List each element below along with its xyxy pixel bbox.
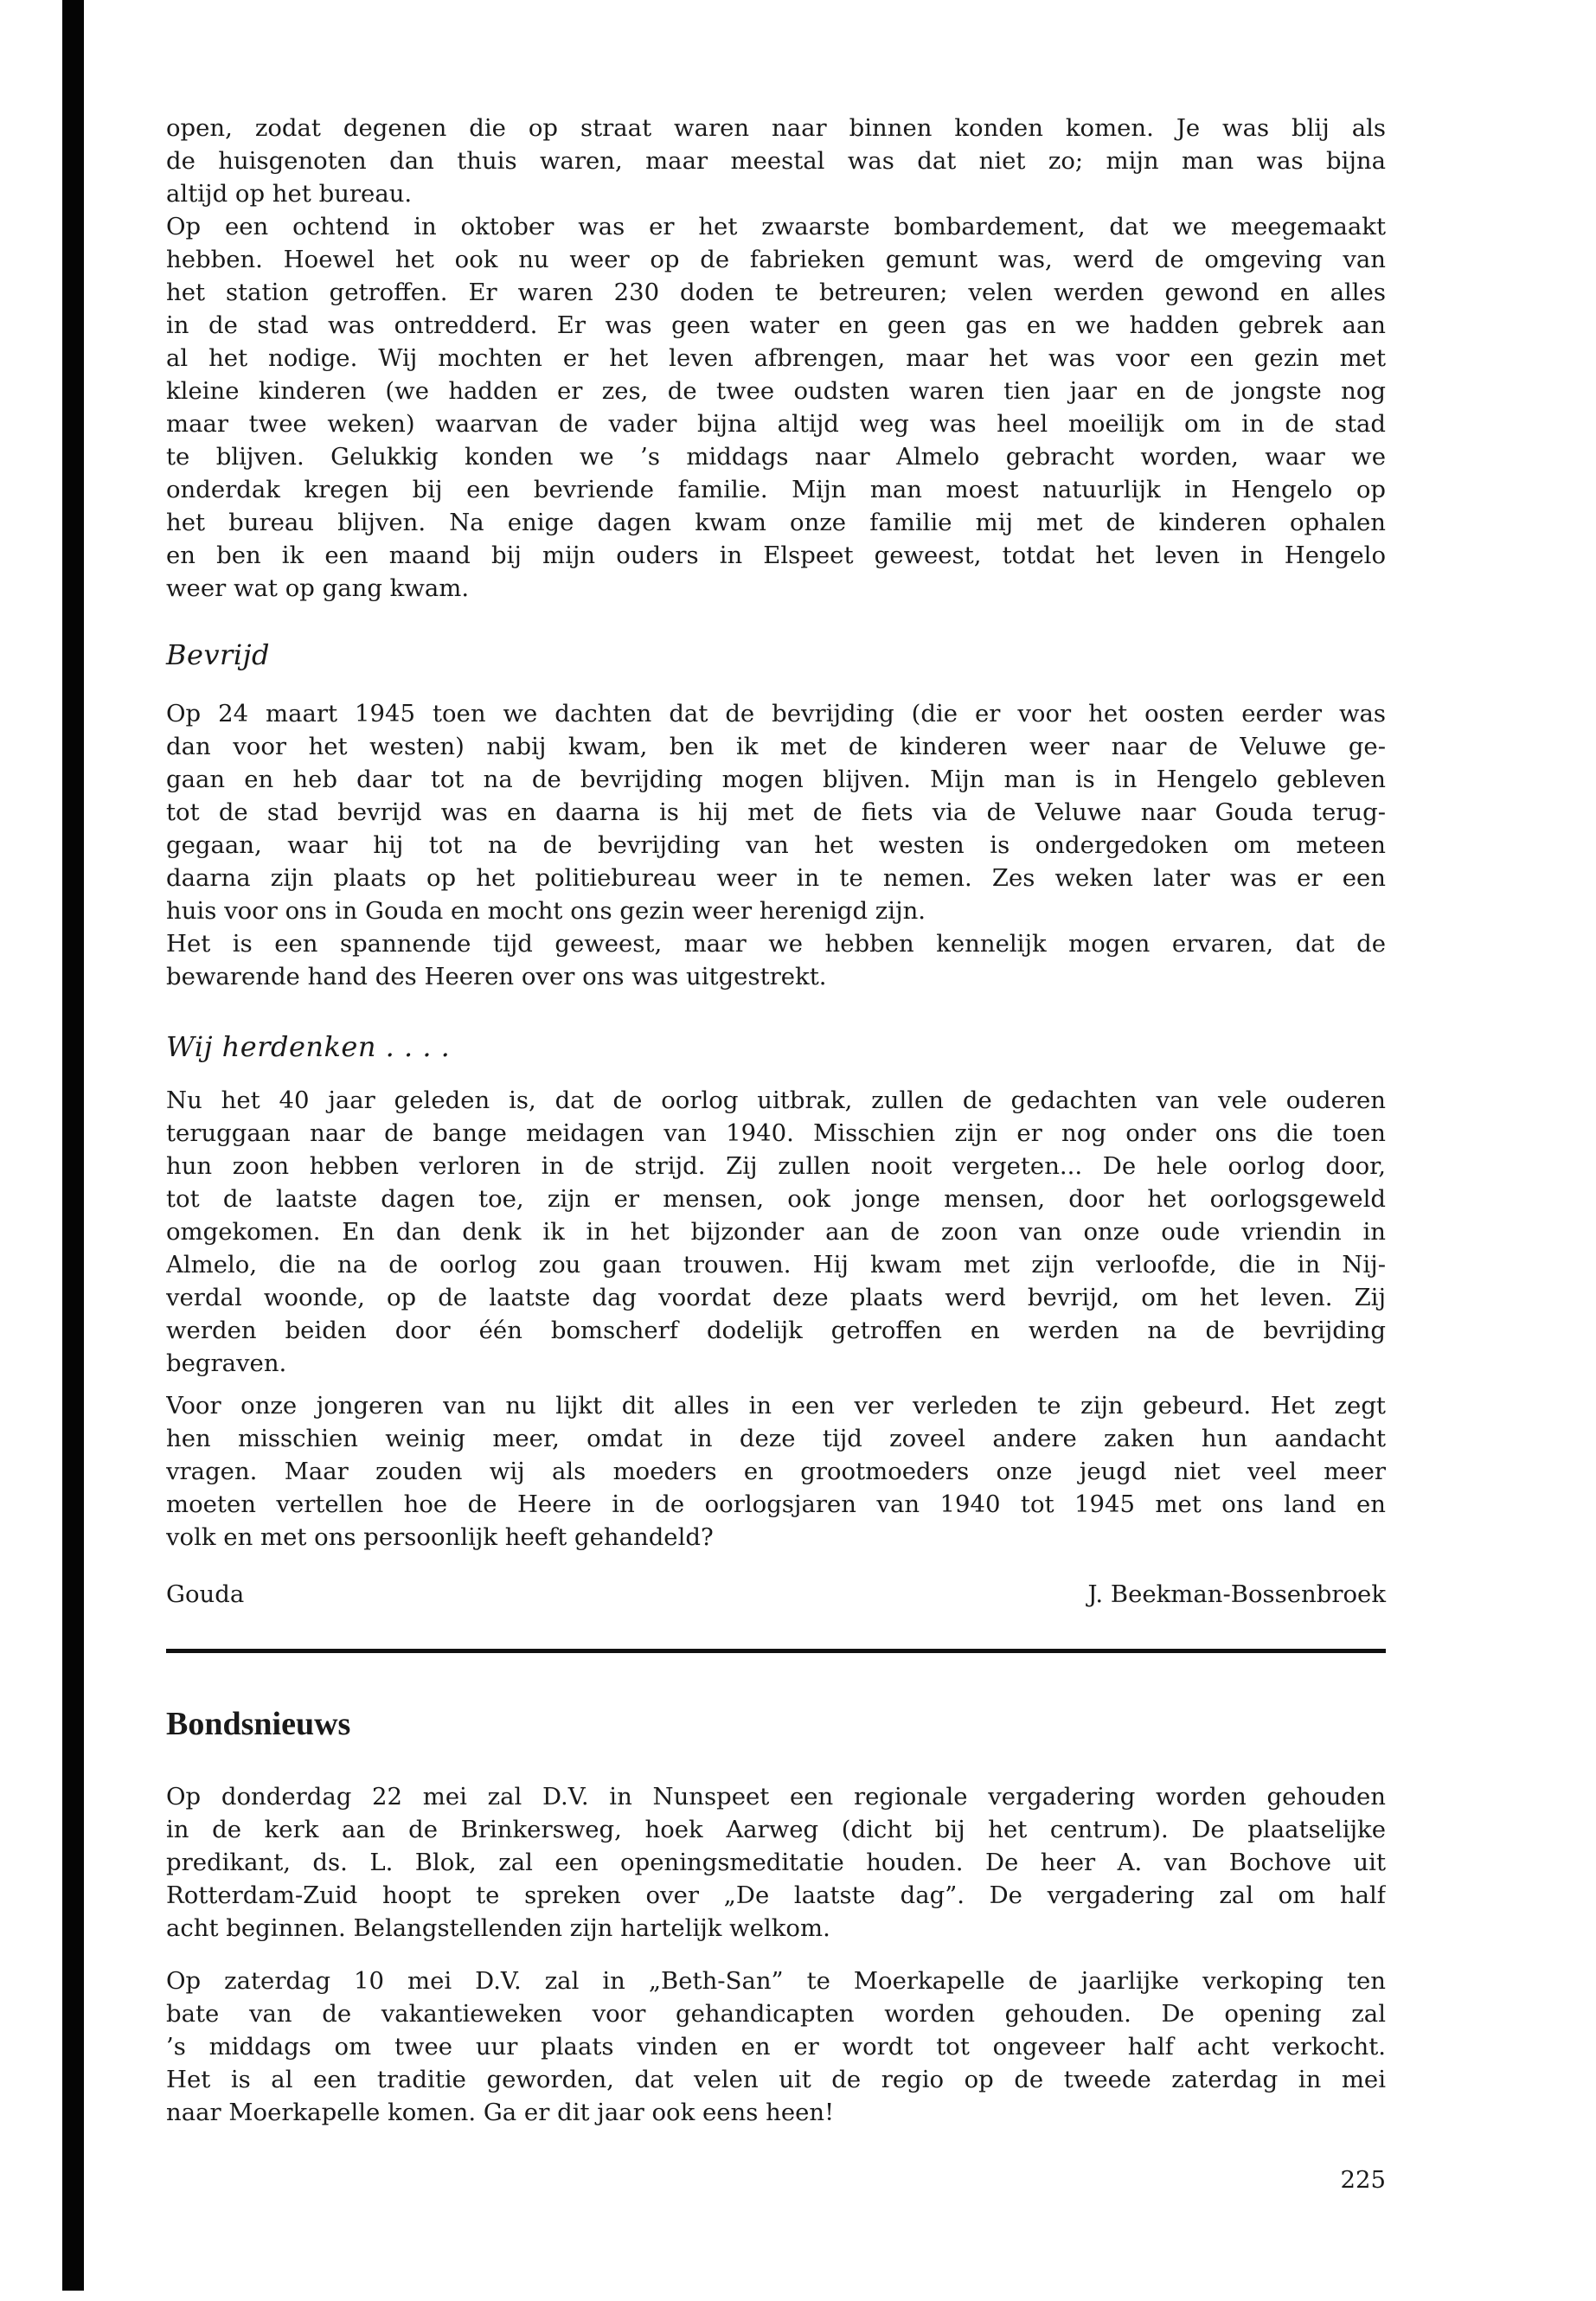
- text-line: Het is al een traditie geworden, dat velen uit de regio op de tweede zaterdag in mei: [166, 2066, 1386, 2093]
- text-line: in de stad was ontredderd. Er was geen water en geen gas en we hadden gebrek aan: [166, 311, 1386, 339]
- text-line: hebben. Hoewel het ook nu weer op de fabrieken gemunt was, werd de omgeving van: [166, 246, 1386, 273]
- text-line: bate van de vakantieweken voor gehandicapten worden gehouden. De opening zal: [166, 2000, 1386, 2028]
- paragraph-bevrijd: [166, 697, 1386, 993]
- text-line: te blijven. Gelukkig konden we ’s middags naar Almelo gebracht worden, waar we: [166, 443, 1386, 471]
- text-line: predikant, ds. L. Blok, zal een openingsmeditatie houden. De heer A. van Bochove uit: [166, 1849, 1386, 1876]
- signature-author: J. Beekman-Bossenbroek: [1087, 1580, 1386, 1608]
- text-line: werden beiden door één bomscherf dodelijk getroffen en werden na de bevrijding: [166, 1317, 1386, 1344]
- page-number: 225: [1340, 2166, 1386, 2194]
- text-line: Het is een spannende tijd geweest, maar we hebben kennelijk mogen ervaren, dat de: [166, 930, 1386, 958]
- text-line: het bureau blijven. Na enige dagen kwam onze familie mij met de kinderen ophalen: [166, 509, 1386, 536]
- section-heading-bevrijd: Bevrijd: [166, 638, 270, 671]
- text-line: weer wat op gang kwam.: [166, 574, 470, 602]
- text-line: teruggaan naar de bange meidagen van 1940. Misschien zijn er nog onder ons die toen: [166, 1119, 1386, 1147]
- text-line: moeten vertellen hoe de Heere in de oorlogsjaren van 1940 tot 1945 met ons land en: [166, 1490, 1386, 1518]
- text-line: Rotterdam-Zuid hoopt te spreken over „De laatste dag”. De vergadering zal om half: [166, 1881, 1386, 1909]
- text-line: Op zaterdag 10 mei D.V. zal in „Beth-San” te Moerkapelle de jaarlijke verkoping ten: [166, 1967, 1386, 1995]
- text-line: Almelo, die na de oorlog zou gaan trouwen. Hij kwam met zijn verloofde, die in Nij-: [166, 1251, 1386, 1279]
- paragraph-moerkapelle: [166, 1965, 1386, 2129]
- text-line: onderdak kregen bij een bevriende familie. Mijn man moest natuurlijk in Hengelo op: [166, 476, 1386, 503]
- text-line: Op 24 maart 1945 toen we dachten dat de bevrijding (die er voor het oosten eerder was: [166, 700, 1386, 727]
- text-line: het station getroffen. Er waren 230 doden te betreuren; velen werden gewond en alles: [166, 279, 1386, 306]
- text-line: kleine kinderen (we hadden er zes, de twee oudsten waren tien jaar en de jongste nog: [166, 377, 1386, 405]
- text-line: vragen. Maar zouden wij als moeders en grootmoeders onze jeugd niet veel meer: [166, 1458, 1386, 1485]
- text-line: daarna zijn plaats op het politiebureau weer in te nemen. Zes weken later was er een: [166, 864, 1386, 892]
- text-line: volk en met ons persoonlijk heeft gehandeld?: [166, 1523, 714, 1551]
- text-line: Voor onze jongeren van nu lijkt dit alles in een ver verleden te zijn gebeurd. Het zegt: [166, 1392, 1386, 1420]
- text-line: tot de stad bevrijd was en daarna is hij met de fiets via de Veluwe naar Gouda terug-: [166, 798, 1386, 826]
- text-line: altijd op het bureau.: [166, 180, 413, 208]
- text-line: in de kerk aan de Brinkersweg, hoek Aarweg (dicht bij het centrum). De plaatselijke: [166, 1816, 1386, 1843]
- text-line: hen misschien weinig meer, omdat in deze tijd zoveel andere zaken hun aandacht: [166, 1425, 1386, 1452]
- text-line: tot de laatste dagen toe, zijn er mensen, ook jonge mensen, door het oorlogsgeweld: [166, 1185, 1386, 1213]
- paragraph-herdenken: [166, 1084, 1386, 1380]
- section-divider: [166, 1649, 1386, 1653]
- text-line: en ben ik een maand bij mijn ouders in Elspeet geweest, totdat het leven in Hengelo: [166, 542, 1386, 569]
- section-heading-wij-herdenken: Wij herdenken . . . .: [166, 1030, 451, 1063]
- text-line: omgekomen. En dan denk ik in het bijzonder aan de zoon van onze oude vriendin in: [166, 1218, 1386, 1246]
- page-edge-bar: [62, 0, 84, 2291]
- text-line: dan voor het westen) nabij kwam, ben ik met de kinderen weer naar de Veluwe ge-: [166, 733, 1386, 760]
- text-line: verdal woonde, op de laatste dag voordat deze plaats werd bevrijd, om het leven. Zij: [166, 1284, 1386, 1311]
- text-line: Op donderdag 22 mei zal D.V. in Nunspeet een regionale vergadering worden gehouden: [166, 1783, 1386, 1811]
- paragraph-nunspeet: [166, 1780, 1386, 1945]
- text-line: bewarende hand des Heeren over ons was uitgestrekt.: [166, 963, 827, 990]
- signature-place: Gouda: [166, 1580, 245, 1608]
- text-line: de huisgenoten dan thuis waren, maar meestal was dat niet zo; mijn man was bijna: [166, 147, 1386, 175]
- text-line: begraven.: [166, 1349, 287, 1377]
- text-line: gegaan, waar hij tot na de bevrijding van het westen is ondergedoken om meteen: [166, 831, 1386, 859]
- text-line: open, zodat degenen die op straat waren naar binnen konden komen. Je was blij als: [166, 114, 1386, 142]
- text-line: hun zoon hebben verloren in de strijd. Zij zullen nooit vergeten... De hele oorlog door,: [166, 1152, 1386, 1180]
- text-line: maar twee weken) waarvan de vader bijna altijd weg was heel moeilijk om in de stad: [166, 410, 1386, 438]
- paragraph-jongeren: [166, 1389, 1386, 1554]
- text-line: ’s middags om twee uur plaats vinden en er wordt tot ongeveer half acht verkocht.: [166, 2033, 1386, 2061]
- text-line: Nu het 40 jaar geleden is, dat de oorlog uitbrak, zullen de gedachten van vele ouderen: [166, 1086, 1386, 1114]
- text-line: acht beginnen. Belangstellenden zijn hartelijk welkom.: [166, 1914, 830, 1942]
- paragraph-bombardement: [166, 112, 1386, 605]
- text-line: huis voor ons in Gouda en mocht ons gezin weer herenigd zijn.: [166, 897, 926, 925]
- text-line: al het nodige. Wij mochten er het leven afbrengen, maar het was voor een gezin met: [166, 344, 1386, 372]
- text-line: gaan en heb daar tot na de bevrijding mogen blijven. Mijn man is in Hengelo gebleven: [166, 766, 1386, 793]
- signature: [166, 1578, 1386, 1611]
- section-heading-bondsnieuws: Bondsnieuws: [166, 1706, 351, 1742]
- text-line: naar Moerkapelle komen. Ga er dit jaar ook eens heen!: [166, 2099, 835, 2126]
- text-line: Op een ochtend in oktober was er het zwaarste bombardement, dat we meegemaakt: [166, 213, 1386, 240]
